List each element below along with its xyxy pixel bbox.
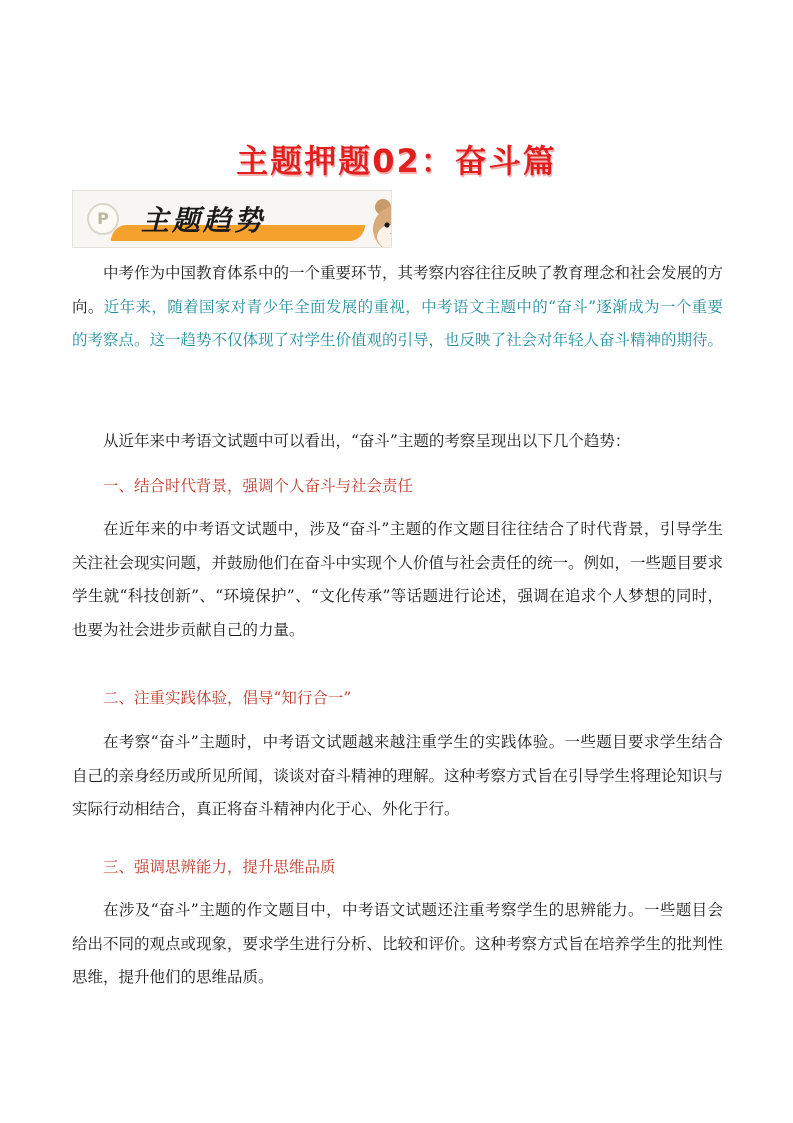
section-banner <box>72 190 392 248</box>
section-heading-2: 二、注重实践体验，倡导“知行合一” <box>103 689 352 707</box>
section-body-3: 在涉及“奋斗”主题的作文题目中，中考语文试题还注重考察学生的思辨能力。一些题目会给出不同的观点或现象，要求学生进行分析、比较和评价。这种考察方式旨在培养学生的批判性思维，提升他们的思维品质。 <box>72 901 724 986</box>
intro-paragraph <box>72 257 723 358</box>
intro-lead: 中考作为中国教育体系中的一个重要环节，其考察内容往往反映了教育理念和社会发展的方向。 <box>72 264 724 316</box>
page-title: 主题押题02：奋斗篇 <box>236 142 557 180</box>
section-heading-1: 一、结合时代背景，强调个人奋斗与社会责任 <box>103 477 414 495</box>
section-body-2: 在考察“奋斗”主题时，中考语文试题越来越注重学生的实践体验。一些题目要求学生结合自己的亲身经历或所见所闻，谈谈对奋斗精神的理解。这种考察方式旨在引导学生将理论知识与实际行动相结合，真正将奋斗精神内化于心、外化于行。 <box>72 733 724 818</box>
intro-highlight: 近年来，随着国家对青少年全面发展的重视，中考语文主题中的“奋斗”逐渐成为一个重要的考察点。这一趋势不仅体现了对学生价值观的引导，也反映了社会对年轻人奋斗精神的期待。 <box>72 297 724 349</box>
section-body-1: 在近年来的中考语文试题中，涉及“奋斗”主题的作文题目往往结合了时代背景，引导学生关注社会现实问题，并鼓励他们在奋斗中实现个人价值与社会责任的统一。例如，一些题目要求学生就“科技创新”、“环境保护”、“文化传承”等话题进行论述，强调在追求个人梦想的同时，也要为社会进步贡献自己的力量。 <box>72 520 724 639</box>
coin-icon: P <box>87 203 119 235</box>
bear-mascot-icon <box>365 193 392 248</box>
banner-label: 主题趋势 <box>141 204 266 237</box>
summary-paragraph: 从近年来中考语文试题中可以看出，“奋斗”主题的考察呈现出以下几个趋势： <box>103 432 631 450</box>
section-heading-3: 三、强调思辨能力，提升思维品质 <box>103 858 336 876</box>
